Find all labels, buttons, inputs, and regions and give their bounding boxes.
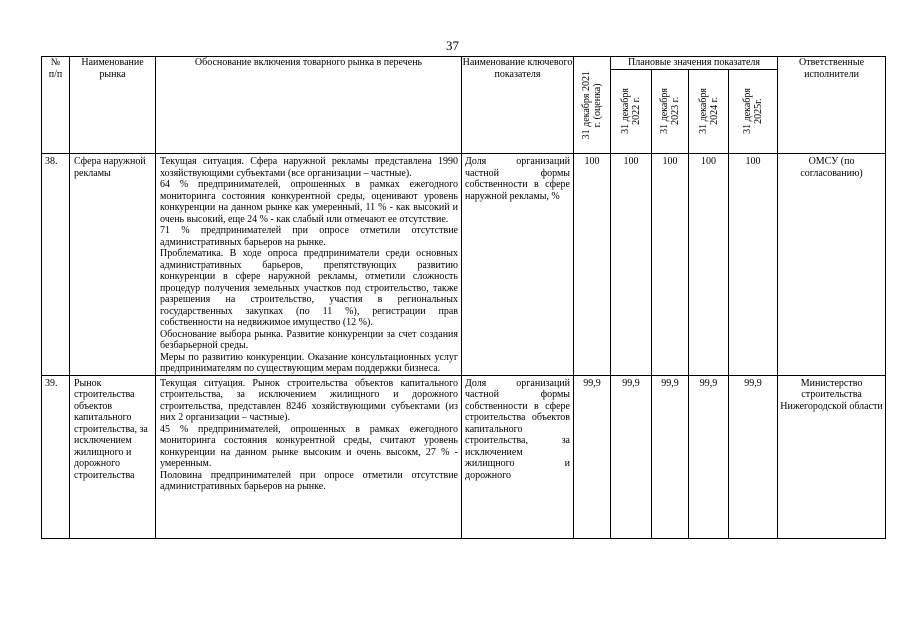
competition-markets-table	[41, 56, 886, 539]
row-executors: Министерство строительства Нижегородской области	[778, 375, 886, 538]
value-2022: 99,9	[611, 375, 652, 538]
header-indicator: Наименование ключевого показателя	[462, 57, 574, 154]
table-header-row	[42, 57, 886, 70]
reason-paragraph: Текущая ситуация. Рынок строительства объектов капитального строительства, за исключением жилищного и дорожного строительства, представлен 8246 хозяйствующими субъектами (из них 2 организации – частные).	[160, 377, 458, 423]
row-market: Сфера наружной рекламы	[70, 154, 156, 376]
row-market: Рынок строительства объектов капитального строительства, за исключением жилищного и дорожного строительства	[70, 375, 156, 538]
reason-paragraph: 64 % предпринимателей, опрошенных в рамках ежегодного мониторинга состояния конкурентной среды, оценивают уровень конкуренции на данном рынке как умеренный, 11 % - как высокий и очень высокий, еще 24 % - как слабый или отмечают ее отсутствие.	[160, 179, 458, 225]
header-year-2023: 31 декабря 2023 г.	[652, 70, 689, 154]
header-reason: Обоснование включения товарного рынка в перечень	[156, 57, 462, 154]
row-indicator: Доля организаций частной формы собственности в сфере строительства объектов капитального строительства, за исключением жилищного и дорожного	[462, 375, 574, 538]
value-2021: 99,9	[574, 375, 611, 538]
value-2025: 100	[729, 154, 778, 376]
table-row	[42, 154, 886, 376]
header-market: Наименование рынка	[70, 57, 156, 154]
row-reason	[156, 154, 462, 376]
reason-paragraph: Меры по развитию конкуренции. Оказание консультационных услуг предпринимателям по существующим мерам поддержки бизнеса.	[160, 351, 458, 374]
value-2021: 100	[574, 154, 611, 376]
header-num: № п/п	[42, 57, 70, 154]
row-num: 39.	[42, 375, 70, 538]
row-indicator: Доля организаций частной формы собственности в сфере наружной рекламы, %	[462, 154, 574, 376]
value-2024: 100	[689, 154, 729, 376]
header-plan-group: Плановые значения показателя	[611, 57, 778, 70]
header-year-2022: 31 декабря 2022 г.	[611, 70, 652, 154]
value-2023: 100	[652, 154, 689, 376]
value-2024: 99,9	[689, 375, 729, 538]
reason-paragraph: Проблематика. В ходе опроса предприниматели среди основных административных барьеров, препятствующих развитию конкуренции в сфере наружной рекламы, отметили сложность процедур получения земельных участков под строительство, также разрешения на строительство, участия в региональных государственных закупках (по 11 %), регистрации прав собственности на недвижимое имущество (12 %).	[160, 248, 458, 328]
row-num: 38.	[42, 154, 70, 376]
header-year-2025: 31 декабря 2025г.	[729, 70, 778, 154]
header-estimate-2021: 31 декабря 2021 г. (оценка)	[574, 57, 611, 154]
reason-paragraph: Обоснование выбора рынка. Развитие конкуренции за счет создания безбарьерной среды.	[160, 328, 458, 351]
reason-paragraph: 45 % предпринимателей, опрошенных в рамках ежегодного мониторинга состояния конкурентной среды, считают уровень конкуренции на данном рынке высоким и очень высокм, 27 % - умеренным.	[160, 423, 458, 469]
reason-paragraph: Половина предпринимателей при опросе отметили отсутствие административных барьеров на рынке.	[160, 469, 458, 492]
value-2023: 99,9	[652, 375, 689, 538]
reason-paragraph: 71 % предпринимателей при опросе отметили отсутствие административных барьеров на рынке.	[160, 225, 458, 248]
value-2025: 99,9	[729, 375, 778, 538]
value-2022: 100	[611, 154, 652, 376]
header-executors: Ответственные исполнители	[778, 57, 886, 154]
reason-paragraph: Текущая ситуация. Сфера наружной рекламы представлена 1990 хозяйствующими субъектами (все организации – частные).	[160, 156, 458, 179]
row-executors: ОМСУ (по согласованию)	[778, 154, 886, 376]
page-number: 37	[446, 38, 459, 53]
header-year-2024: 31 декабря 2024 г.	[689, 70, 729, 154]
table-row	[42, 375, 886, 538]
row-reason	[156, 375, 462, 538]
